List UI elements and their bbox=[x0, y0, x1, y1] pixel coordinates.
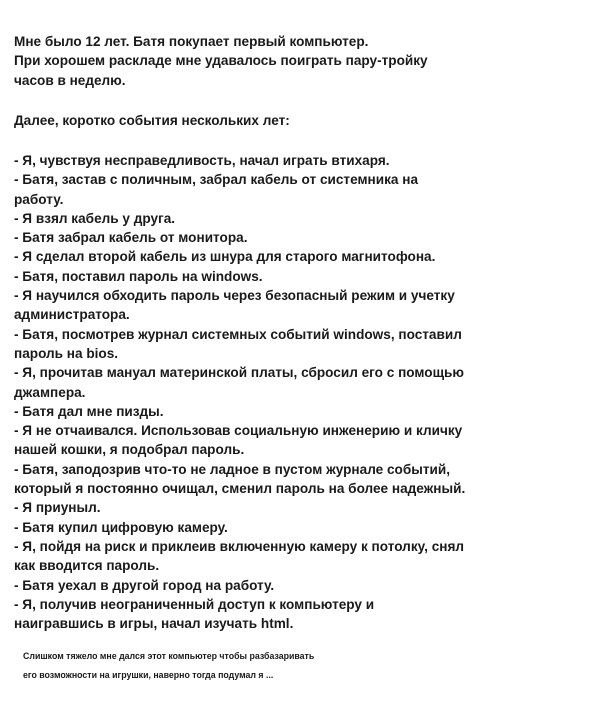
event-line: пароль на bios. bbox=[14, 345, 119, 361]
event-line: наигравшись в игры, начал изучать html. bbox=[14, 616, 294, 632]
event-line: - Я, чувствуя несправедливость, начал играть втихаря. bbox=[14, 153, 390, 168]
event-line: - Я, получив неограниченный доступ к компьютеру и bbox=[14, 596, 375, 612]
intro-line: часов в неделю. bbox=[14, 72, 126, 88]
event-line: - Батя, заподозрив что-то не ладное в пустом журнале событий, bbox=[14, 461, 451, 477]
event-line: - Я взял кабель у друга. bbox=[14, 210, 176, 226]
event-line: - Батя, поставил пароль на windows. bbox=[14, 268, 263, 284]
closing-line: Слишком тяжело мне дался этот компьютер чтобы разбазаривать bbox=[23, 651, 315, 661]
event-line: - Батя, застав с поличным, забрал кабель от системника на bbox=[14, 172, 419, 188]
event-line: который я постоянно очищал, сменил пароль на более надежный. bbox=[14, 481, 466, 497]
event-line: работу. bbox=[14, 191, 64, 207]
event-line: администратора. bbox=[14, 307, 130, 323]
closing-paragraph bbox=[23, 647, 598, 686]
heading-line: Далее, коротко события нескольких лет: bbox=[14, 113, 290, 128]
event-line: - Я приуныл. bbox=[14, 500, 101, 516]
event-line: - Я не отчаивался. Использовав социальную инженерию и кличку bbox=[14, 423, 463, 439]
event-line: - Я, пойдя на риск и приклеив включенную камеру к потолку, снял bbox=[14, 538, 465, 554]
event-line: - Батя дал мне пизды. bbox=[14, 403, 164, 419]
closing-line: его возможности на игрушки, наверно тогда подумал я ... bbox=[23, 670, 274, 681]
event-line: нашей кошки, я подобрал пароль. bbox=[14, 442, 245, 458]
event-line: как вводится пароль. bbox=[14, 558, 160, 574]
event-line: - Я научился обходить пароль через безопасный режим и учетку bbox=[14, 288, 455, 304]
event-line: - Я, прочитав мануал материнской платы, сбросил его с помощью bbox=[14, 365, 465, 381]
event-line: - Батя, посмотрев журнал системных событий windows, поставил bbox=[14, 326, 462, 342]
event-line: джампера. bbox=[14, 384, 86, 400]
event-line: - Батя купил цифровую камеру. bbox=[14, 519, 228, 535]
event-line: - Батя забрал кабель от монитора. bbox=[14, 230, 248, 246]
event-line: - Батя уехал в другой город на работу. bbox=[14, 577, 275, 593]
intro-line: При хорошем раскладе мне удавалось поиграть пару-тройку bbox=[14, 53, 428, 69]
events-list bbox=[14, 151, 589, 633]
event-line: - Я сделал второй кабель из шнура для старого магнитофона. bbox=[14, 249, 436, 265]
intro-paragraph bbox=[14, 32, 589, 90]
intro-line: Мне было 12 лет. Батя покупает первый компьютер. bbox=[14, 34, 369, 49]
events-heading bbox=[14, 111, 589, 130]
